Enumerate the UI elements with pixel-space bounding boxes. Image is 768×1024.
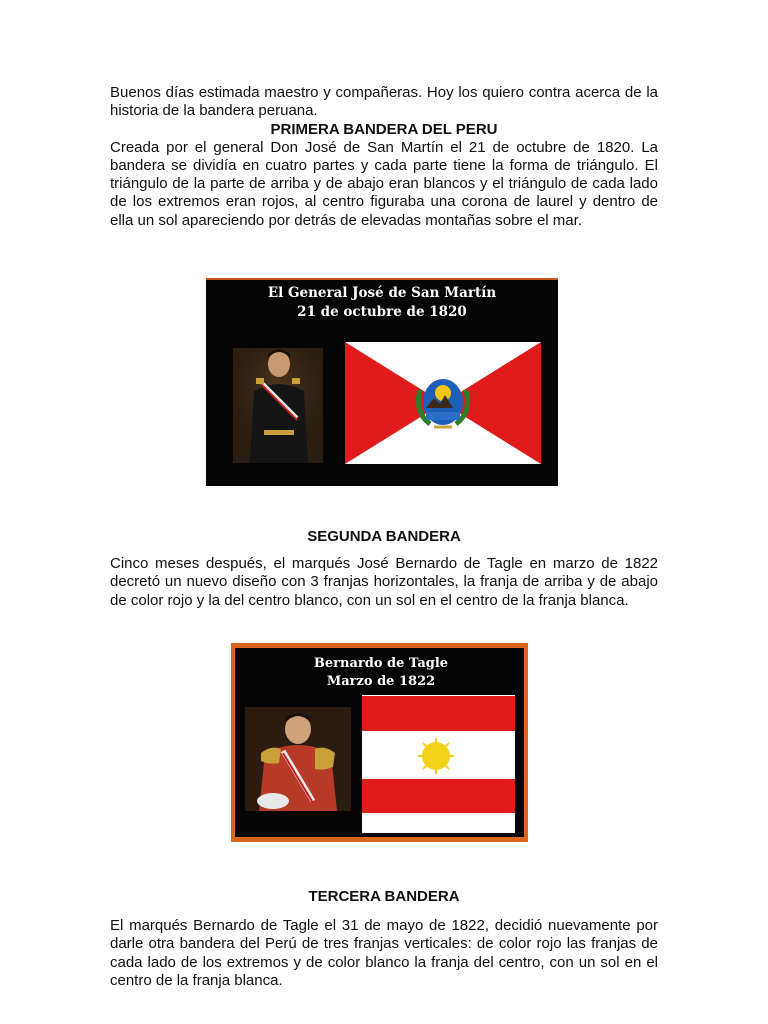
sun-icon: [418, 738, 454, 774]
portrait-san-martin: [233, 348, 323, 463]
portrait-bernardo-de-tagle: [245, 707, 351, 811]
image-title-line1: Bernardo de Tagle: [313, 656, 449, 671]
intro-paragraph: Buenos días estimada maestro y compañeras. Hoy los quiero contra acerca de la historia de la bandera peruana.: [110, 84, 658, 120]
heading-primera-bandera: PRIMERA BANDERA DEL PERU: [270, 120, 498, 138]
flag-tagle-horizontal: [362, 695, 515, 833]
image-title-line1: El General José de San Martín: [267, 285, 497, 301]
heading-segunda-bandera: SEGUNDA BANDERA: [307, 528, 461, 545]
san-martin-flag-illustration: [206, 278, 558, 486]
flag-san-martin: [345, 342, 541, 464]
tagle-flag-illustration: [231, 643, 528, 842]
document-page: [110, 84, 658, 989]
paragraph-tercera-bandera: El marqués Bernardo de Tagle el 31 de mayo de 1822, decidió nuevamente por darle otra bandera del Perú de tres franjas verticales: de color rojo las franjas de cada lado de los extremos y de color blanco la franja del centro, con un sol en el centro de la franja blanca.: [110, 917, 658, 989]
image-title-line2: Marzo de 1822: [326, 674, 436, 689]
paragraph-primera-bandera: Creada por el general Don José de San Martín el 21 de octubre de 1820. La bandera se dividía en cuatro partes y cada parte tiene la forma de triángulo. El triángulo de la parte de arriba y de abajo eran blancos y el triángulo de cada lado de los extremos eran rojos, al centro figuraba una corona de laurel y dentro de ella un sol apareciendo por detrás de elevadas montañas sobre el mar.: [110, 138, 658, 229]
paragraph-segunda-bandera: Cinco meses después, el marqués José Bernardo de Tagle en marzo de 1822 decretó un nuevo diseño con 3 franjas horizontales, la franja de arriba y de abajo de color rojo y la del centro blanco, con un sol en el centro de la franja blanca.: [110, 555, 658, 609]
image-san-martin-flag: [206, 278, 558, 491]
image-title-line2: 21 de octubre de 1820: [297, 304, 467, 320]
heading-tercera-bandera: TERCERA BANDERA: [308, 888, 460, 905]
image-tagle-flag: [231, 643, 528, 847]
